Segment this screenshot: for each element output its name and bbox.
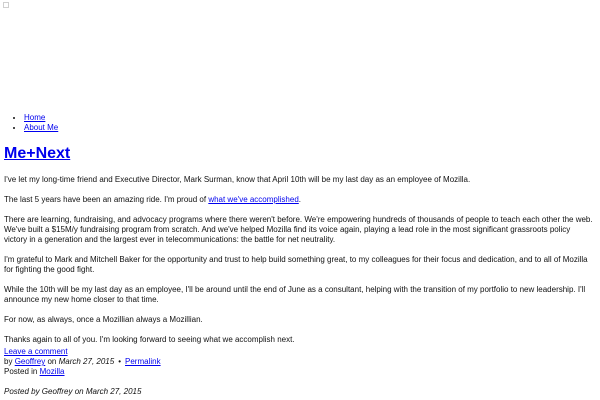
main-nav <box>4 113 58 133</box>
category-link-mozilla[interactable]: Mozilla <box>39 367 65 376</box>
broken-image-icon <box>3 2 9 8</box>
byline-row <box>4 357 594 367</box>
category-row <box>4 367 594 377</box>
post-paragraph-4: I'm grateful to Mark and Mitchell Baker for the opportunity and trust to help build something great, to my colleagues for their focus and dedication, and to all of Mozilla for fighting the good fight. <box>4 255 588 274</box>
posted-in-label: Posted in <box>4 367 38 376</box>
on-label: on <box>47 357 57 366</box>
post-date: March 27, 2015 <box>58 357 115 366</box>
footer-posted-by: Posted by Geoffrey on March 27, 2015 <box>4 387 142 396</box>
post-meta <box>4 347 594 377</box>
accomplished-link[interactable]: what we've accomplished <box>208 195 299 204</box>
post-paragraph-6: For now, as always, once a Mozillian always a Mozillian. <box>4 315 203 324</box>
post-paragraph-7: Thanks again to all of you. I'm looking forward to seeing what we accomplish next. <box>4 335 295 344</box>
post-paragraph-2-suffix: . <box>298 195 302 204</box>
by-label: by <box>4 357 13 366</box>
nav-link-about-me[interactable]: About Me <box>24 123 59 132</box>
post-paragraph-2-prefix: The last 5 years have been an amazing ride. I'm proud of <box>4 195 209 204</box>
post-title-link[interactable]: Me+Next <box>4 145 71 162</box>
post-paragraph-1: I've let my long-time friend and Executive Director, Mark Surman, know that April 10th will be my last day as an employee of Mozilla. <box>4 175 471 184</box>
permalink-link[interactable]: Permalink <box>125 357 161 366</box>
post-paragraph-5: While the 10th will be my last day as an employee, I'll be around until the end of June as a consultant, helping with the transition of my portfolio to new leadership. I'll announce my new home closer to that time. <box>4 285 586 304</box>
author-link[interactable]: Geoffrey <box>14 357 46 366</box>
nav-link-home[interactable]: Home <box>24 113 46 122</box>
post-paragraph-2 <box>4 195 594 205</box>
comment-row <box>4 347 594 357</box>
nav-item-about <box>24 123 58 133</box>
post-paragraph-3: There are learning, fundraising, and advocacy programs where there weren't before. We're empowering hundreds of thousands of people to teach each other the web. We've built a $15M/y fundraising program from scratch. And we've helped Mozilla find its voice again, playing a lead role in the most significant grassroots policy victory in a generation and the largest ever in telecommunications: the battle for net neutrality. <box>4 215 593 244</box>
post-title <box>4 144 70 164</box>
nav-item-home <box>24 113 58 123</box>
post-content <box>4 175 594 355</box>
leave-comment-link[interactable]: Leave a comment <box>4 347 68 356</box>
meta-bullet: • <box>118 357 122 366</box>
